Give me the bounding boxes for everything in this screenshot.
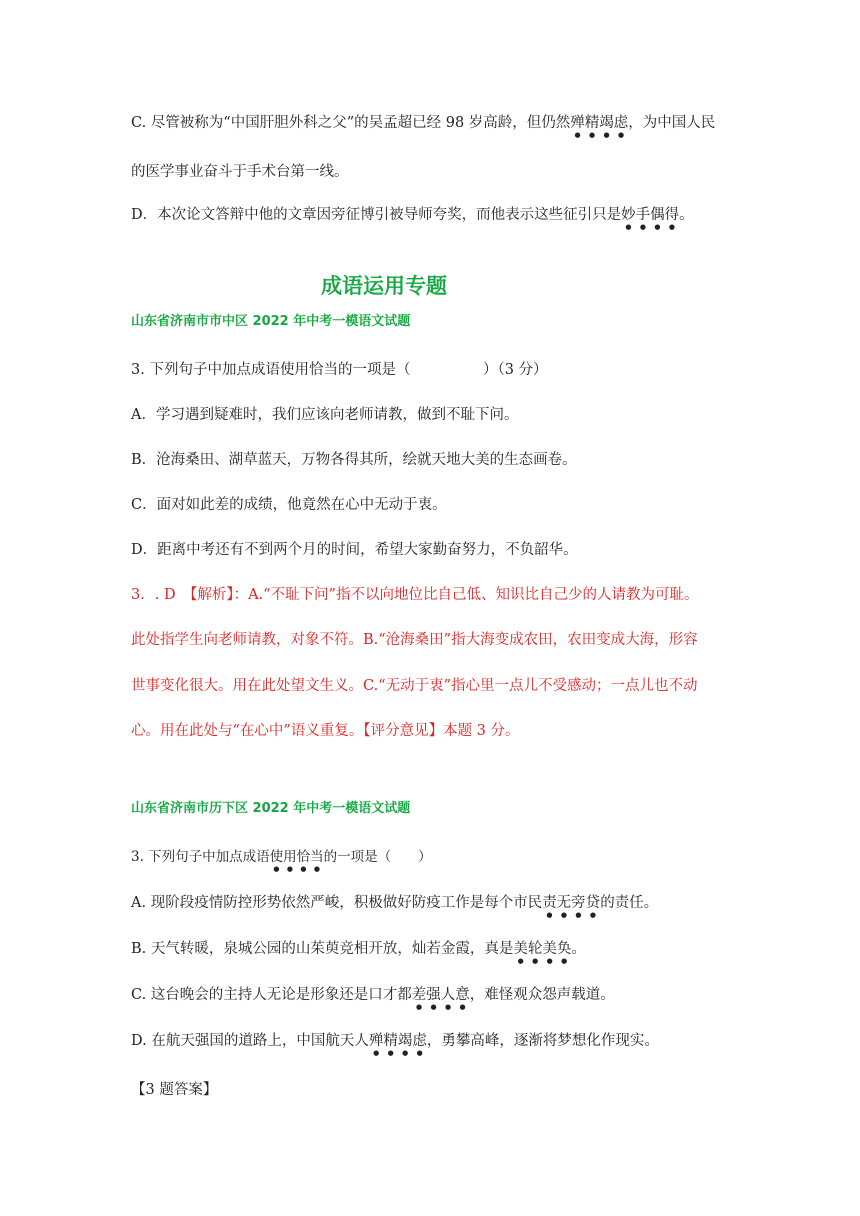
option-b-2-tail: 。 — [571, 941, 586, 957]
prev-option-d-text: D．本次论文答辩中他的文章因旁征博引被导师夸奖，而他表示这些征引只是 — [131, 207, 622, 223]
section-title: 成语运用专题 — [321, 274, 447, 298]
source-heading-2: 山东省济南市历下区 2022 年中考一模语文试题 — [131, 801, 411, 816]
dotted-idiom: 殚精竭虑 — [368, 1033, 427, 1049]
option-a-2 — [131, 893, 658, 919]
dotted-idiom: 责无旁贷 — [542, 895, 601, 911]
dotted-phrase: 使用恰当 — [269, 849, 324, 865]
answer-line-4: 心。用在此处与“在心中”语义重复。【评分意见】本题 3 分。 — [131, 723, 520, 739]
question-2-text: 3. 下列句子中加点成语 — [131, 849, 270, 865]
answer-line-2: 此处指学生向老师请教，对象不符。B.“沧海桑田”指大海变成农田，农田变成大海，形容 — [131, 632, 698, 648]
option-c-2-text: C. 这台晚会的主持人无论是形象还是口才都 — [131, 987, 412, 1003]
option-d-1: D．距离中考还有不到两个月的时间，希望大家勤奋努力，不负韶华。 — [131, 542, 578, 558]
option-b-1: B．沧海桑田、湖草蓝天，万物各得其所，绘就天地大美的生态画卷。 — [131, 452, 577, 468]
option-d-2 — [131, 1031, 659, 1057]
dotted-idiom: 妙手偶得 — [621, 207, 680, 223]
option-a-1: A．学习遇到疑难时，我们应该向老师请教，做到不耻下问。 — [131, 407, 519, 423]
prev-option-c-tail: ，为中国人民 — [628, 115, 716, 131]
option-c-1: C．面对如此差的成绩，他竟然在心中无动于衷。 — [131, 497, 447, 513]
answer-line-3: 世事变化很大。用在此处望文生义。C.“无动于衷”指心里一点儿不受感动；一点儿也不动 — [131, 678, 698, 694]
option-d-2-tail: ，勇攀高峰，逐渐将梦想化作现实。 — [426, 1033, 659, 1049]
option-c-2 — [131, 985, 615, 1011]
option-b-2-text: B. 天气转暖，泉城公园的山茱萸竞相开放，灿若金霞，真是 — [131, 941, 514, 957]
question-2-tail: 的一项是（ ） — [323, 849, 432, 865]
option-d-2-text: D. 在航天强国的道路上，中国航天人 — [131, 1033, 369, 1049]
prev-option-c-text: C. 尽管被称为“中国肝胆外科之父”的吴孟超已经 98 岁高龄，但仍然 — [131, 115, 571, 131]
prev-option-c-line1 — [131, 113, 715, 139]
answer-label-2: 【3 题答案】 — [131, 1082, 218, 1098]
option-b-2 — [131, 939, 586, 965]
dotted-idiom: 殚精竭虑 — [570, 115, 629, 131]
option-a-2-text: A. 现阶段疫情防控形势依然严峻，积极做好防疫工作是每个市民 — [131, 895, 543, 911]
option-a-2-tail: 的责任。 — [600, 895, 659, 911]
dotted-idiom: 差强人意 — [411, 987, 470, 1003]
prev-option-c-line2: 的医学事业奋斗于手术台第一线。 — [131, 164, 349, 180]
answer-line-1: 3．. D 【解析】：A.“不耻下问”指不以向地位比自己低、知识比自己少的人请教为可耻。 — [131, 587, 699, 603]
source-heading-1: 山东省济南市市中区 2022 年中考一模语文试题 — [131, 314, 411, 329]
dotted-idiom: 美轮美奂 — [513, 941, 572, 957]
question-2 — [131, 847, 432, 873]
prev-option-d — [131, 205, 694, 231]
question-1: 3. 下列句子中加点成语使用恰当的一项是（ ）（3 分） — [131, 362, 548, 378]
prev-option-d-tail: 。 — [679, 207, 694, 223]
option-c-2-tail: ，难怪观众怨声载道。 — [469, 987, 615, 1003]
